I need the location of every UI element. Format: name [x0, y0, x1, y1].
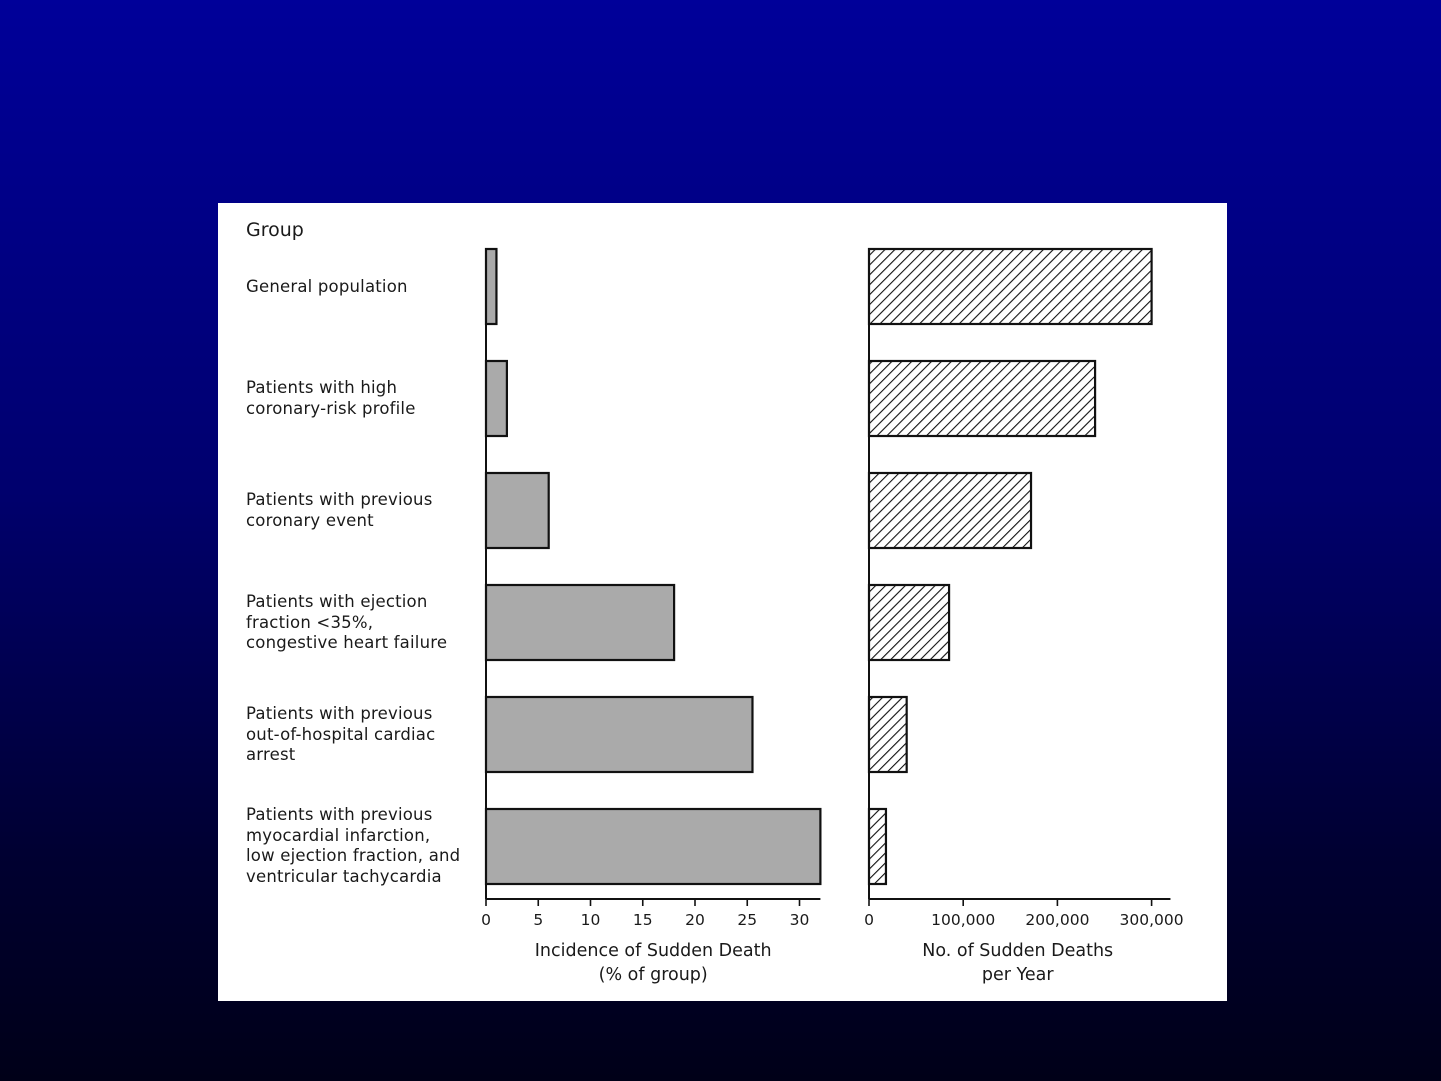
- figure-panel: [218, 203, 1227, 1001]
- group-label: Patients with previous myocardial infarction, low ejection fraction, and ventricular tachycardia: [246, 805, 461, 886]
- x-axis-title-line: per Year: [981, 965, 1054, 985]
- bar-deaths-2: [869, 473, 1031, 548]
- incidence-chart: [481, 249, 820, 985]
- x-axis-title-line: No. of Sudden Deaths: [922, 941, 1114, 961]
- x-tick-label: 25: [737, 911, 758, 929]
- bar-incidence-3: [486, 585, 674, 660]
- x-tick-label: 30: [789, 911, 810, 929]
- bar-deaths-1: [869, 361, 1095, 436]
- x-tick-label: 100,000: [931, 911, 996, 929]
- bar-deaths-0: [869, 249, 1152, 324]
- x-tick-label: 0: [481, 911, 491, 929]
- group-label: Patients with high coronary-risk profile: [246, 378, 416, 418]
- bar-incidence-4: [486, 697, 752, 772]
- x-tick-label: 20: [685, 911, 705, 929]
- x-tick-label: 10: [580, 911, 601, 929]
- x-tick-label: 200,000: [1025, 911, 1090, 929]
- bar-deaths-5: [869, 809, 886, 884]
- x-tick-label: 5: [533, 911, 544, 929]
- bar-incidence-2: [486, 473, 549, 548]
- group-label: Patients with ejection fraction <35%, congestive heart failure: [246, 592, 448, 652]
- category-header: Group: [246, 219, 304, 241]
- group-label: Patients with previous coronary event: [246, 490, 433, 530]
- bar-incidence-1: [486, 361, 507, 436]
- x-axis-title-line: (% of group): [598, 965, 708, 985]
- bar-deaths-3: [869, 585, 949, 660]
- bar-incidence-5: [486, 809, 820, 884]
- x-tick-label: 300,000: [1119, 911, 1184, 929]
- deaths-per-year-chart: [864, 249, 1184, 985]
- x-tick-label: 0: [864, 911, 874, 929]
- bar-incidence-0: [486, 249, 496, 324]
- group-label: Patients with previous out-of-hospital cardiac arrest: [246, 704, 436, 764]
- x-tick-label: 15: [632, 911, 653, 929]
- x-axis-title-line: Incidence of Sudden Death: [534, 941, 772, 961]
- bar-deaths-4: [869, 697, 907, 772]
- group-label: General population: [246, 277, 408, 296]
